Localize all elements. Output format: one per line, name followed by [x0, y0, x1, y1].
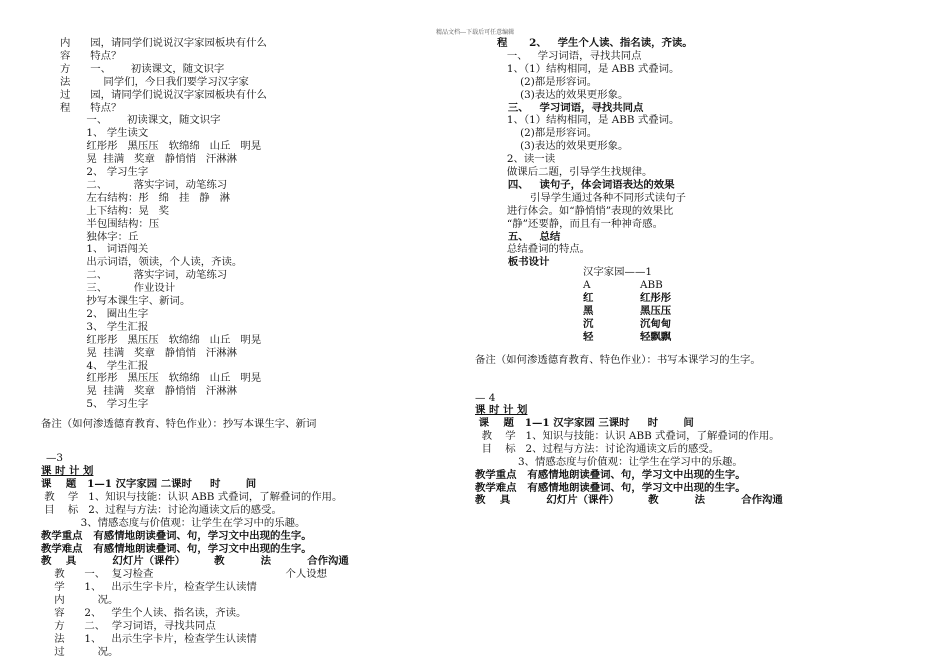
- text-line: 方 一、 初读课文，随文识字: [60, 62, 225, 75]
- text-line: 1、（1）结构相同，是 ABB 式叠词。: [497, 114, 680, 127]
- text-line: 教 学 1、知识与技能：认识 ABB 式叠词，了解叠词的作用。: [41, 490, 343, 503]
- text-line: 进行体会。如“静悄悄”表现的效果比: [497, 204, 674, 217]
- text-line: 半包围结构：压: [60, 217, 160, 230]
- board-single-char: 黑: [583, 304, 594, 317]
- text-line: 1、 词语闯关: [60, 243, 149, 256]
- text-line: 课 题 1—1 汉字家园 二课时 时 间: [41, 478, 257, 490]
- text-line: 教学难点 有感情地朗读叠词、句，学习文中出现的生字。: [41, 542, 312, 555]
- text-line: 内 况。: [41, 594, 119, 607]
- text-line: 程 特点？: [60, 101, 122, 114]
- text-line: 三、 作业设计: [60, 282, 176, 295]
- text-line: 过 况。: [41, 645, 119, 658]
- text-line: 2、读一读: [497, 153, 556, 166]
- board-abb-word: ABB: [640, 279, 663, 291]
- text-line: (2)都是形容词。: [497, 75, 598, 88]
- text-line: 二、 落实字词，动笔练习: [60, 269, 228, 282]
- text-line: 一、 初读课文，随文识字: [60, 114, 221, 127]
- text-line: 程 2、 学生个人读、指名读，齐读。: [497, 37, 693, 49]
- text-line: 课 题 1—1 汉字家园 三课时 时 间: [475, 417, 694, 429]
- text-line: 内 园，请同学们说说汉字家园板块有什么: [60, 37, 267, 49]
- board-single-char: A: [583, 279, 591, 291]
- text-line: 一、 学习词语，寻找共同点: [497, 49, 642, 62]
- text-line: (3)表达的效果更形象。: [497, 140, 629, 153]
- text-line: 教学难点 有感情地朗读叠词、句，学习文中出现的生字。: [475, 481, 746, 494]
- page-header: 精品文档---下载后可任意编辑: [436, 29, 515, 36]
- text-line: 2、 学习生字: [60, 166, 149, 178]
- text-line: 学 1、 出示生字卡片，检查学生认读情: [41, 581, 257, 594]
- text-line: 二、 落实字词，动笔练习: [60, 178, 228, 191]
- text-line: 法 同学们，今日我们要学习汉字家: [60, 75, 249, 88]
- text-line: 5、 学习生字: [60, 398, 149, 411]
- text-line: 三、 学习词语，寻找共同点: [497, 101, 644, 114]
- board-single-char: 沉: [583, 317, 594, 330]
- text-line: 引导学生通过各种不同形式读句子: [497, 191, 686, 204]
- text-line: 板书设计: [497, 256, 550, 269]
- text-line: 3、 学生汇报: [60, 320, 149, 333]
- text-line: 3、情感态度与价值观：让学生在学习中的乐趣。: [475, 455, 743, 468]
- text-line: 做课后二题，引导学生找规律。: [497, 166, 653, 178]
- left-plan-title: 课 时 计 划: [41, 465, 94, 477]
- text-line: “静”还要静，而且有一种神奇感。: [497, 217, 663, 230]
- text-line: 红彤彤 黑压压 软绵绵 山丘 明晃: [60, 333, 262, 346]
- text-line: 2、 圈出生字: [60, 307, 149, 320]
- text-line: 四、 读句子，体会词语表达的效果: [497, 178, 675, 191]
- text-line: 上下结构：晃 奖: [60, 204, 170, 217]
- right-section-number: — 4: [475, 392, 496, 404]
- text-line: 容 特点？: [60, 49, 122, 62]
- text-line: 教学重点 有感情地朗读叠词、句，学习文中出现的生字。: [475, 468, 746, 481]
- right-plan-title: 课 时 计 划: [475, 404, 528, 416]
- board-abb-word: 黑压压: [640, 304, 672, 317]
- text-line: 容 2、 学生个人读、指名读，齐读。: [41, 607, 247, 619]
- text-line: 五、 总结: [497, 230, 561, 243]
- text-line: 目 标 2、过程与方法：讨论沟通读文后的感受。: [475, 442, 720, 455]
- board-abb-word: 沉甸甸: [640, 317, 672, 330]
- text-line: 1、 学生读文: [60, 127, 149, 140]
- left-remark: 备注（如何渗透德育教育、特色作业）：抄写本课生字、新词: [41, 418, 317, 430]
- text-line: 红彤彤 黑压压 软绵绵 山丘 明晃: [60, 140, 262, 153]
- board-abb-word: 红彤彤: [640, 291, 672, 304]
- text-line: 方 二、 学习词语，寻找共同点: [41, 619, 216, 632]
- text-line: 独体字：丘: [60, 230, 139, 243]
- text-line: 过 园，请同学们说说汉字家园板块有什么: [60, 88, 267, 101]
- text-line: (2)都是形容词。: [497, 127, 598, 140]
- text-line: 教 一、 复习检查 个人设想: [41, 568, 328, 581]
- text-line: 晃 挂满 奖章 静悄悄 汗淋淋: [60, 153, 238, 166]
- right-remark: 备注（如何渗透德育教育、特色作业）：书写本课学习的生字。: [475, 354, 761, 366]
- text-line: 4、 学生汇报: [60, 359, 149, 372]
- board-title: 汉字家园——1: [583, 266, 652, 278]
- text-line: 教学重点 有感情地朗读叠词、句，学习文中出现的生字。: [41, 529, 312, 542]
- text-line: (3)表达的效果更形象。: [497, 88, 629, 101]
- text-line: 教 具 幻灯片（课件） 教 法 合作沟通: [475, 494, 783, 507]
- board-single-char: 红: [583, 291, 594, 304]
- text-line: 法 1、 出示生字卡片，检查学生认读情: [41, 632, 257, 645]
- board-single-char: 轻: [583, 330, 594, 343]
- text-line: 晃 挂满 奖章 静悄悄 汗淋淋: [60, 385, 238, 398]
- left-section-number: —3: [46, 452, 64, 464]
- text-line: 3、情感态度与价值观：让学生在学习中的乐趣。: [41, 516, 306, 529]
- text-line: 教 具 幻灯片（课件） 教 法 合作沟通: [41, 555, 349, 568]
- text-line: 左右结构：彤 绵 挂 静 淋: [60, 191, 230, 204]
- board-abb-word: 轻飘飘: [640, 330, 672, 343]
- text-line: 抄写本课生字、新词。: [60, 295, 191, 307]
- text-line: 出示词语，领读，个人读，齐读。: [60, 256, 243, 269]
- text-line: 教 学 1、知识与技能：认识 ABB 式叠词，了解叠词的作用。: [475, 429, 780, 442]
- text-line: 红彤彤 黑压压 软绵绵 山丘 明晃: [60, 372, 262, 385]
- text-line: 晃 挂满 奖章 静悄悄 汗淋淋: [60, 346, 238, 359]
- text-line: 总结叠词的特点。: [497, 243, 591, 256]
- text-line: 目 标 2、过程与方法：讨论沟通读文后的感受。: [41, 503, 282, 516]
- text-line: 1、（1）结构相同，是 ABB 式叠词。: [497, 62, 680, 75]
